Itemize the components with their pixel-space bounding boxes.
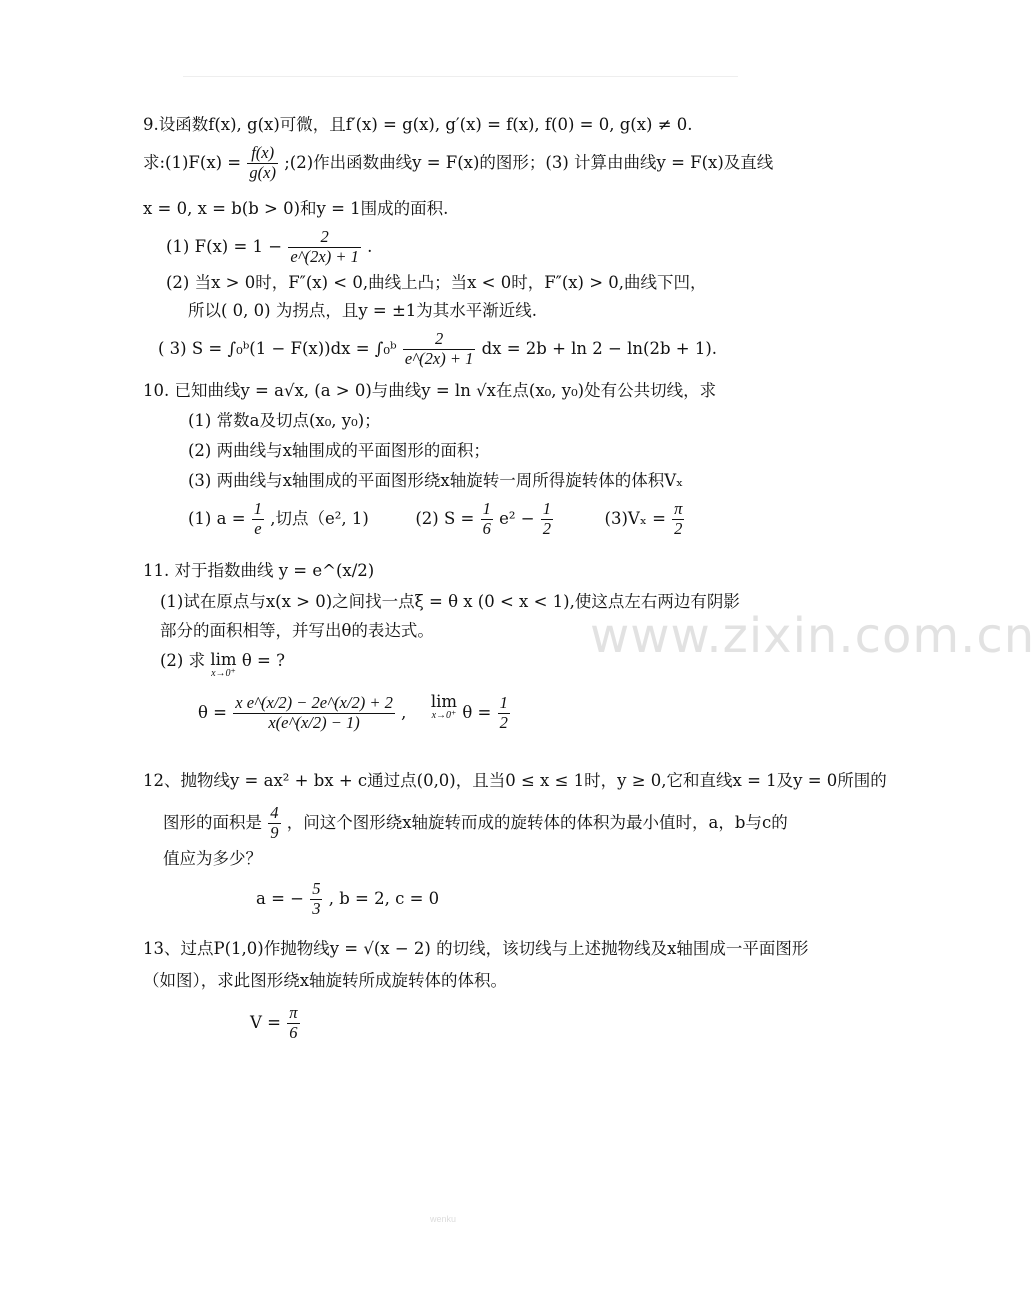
p13-ans-den: 6	[289, 1022, 298, 1042]
p13-line1: 13、过点P(1,0)作抛物线y = √(x − 2) 的切线，该切线与上述抛物线及x轴围成一平面图形	[143, 939, 809, 958]
p10-ans-a-num: 1	[253, 499, 263, 518]
p9-a3-den: e^(2x) + 1	[404, 348, 474, 368]
p9-frac-num: f(x)	[247, 144, 278, 164]
p10-ans-b-label: (2) S =	[415, 508, 475, 528]
p11-q2-lim	[210, 652, 236, 679]
p10-ans-b-den1: 6	[482, 518, 491, 538]
p12-ans-a: a = −	[256, 888, 304, 908]
p10-ans-b-frac1	[481, 500, 493, 539]
p12-line3: 值应为多少？	[163, 849, 262, 868]
p9-a3-b: dx = 2b + ln 2 − ln(2b + 1).	[481, 338, 718, 358]
p9-answer3	[158, 330, 717, 369]
p10-ans-c-num: π	[674, 499, 683, 518]
p9-a1-den: e^(2x) + 1	[290, 246, 359, 266]
p10-ans-b-den2: 2	[542, 518, 552, 538]
p13-line2: （如图），求此图形绕x轴旋转所成旋转体的体积。	[143, 971, 508, 990]
p10-ans-c-fraction	[672, 500, 684, 539]
p10-ans-b-frac2	[541, 500, 553, 539]
p10-answers	[188, 500, 685, 539]
p9-answer1	[166, 228, 372, 267]
p11-ans-theta: θ =	[198, 702, 228, 722]
p11-q1: (1)试在原点与x(x > 0)之间找一点ξ = θ x (0 < x < 1),使这点左右两边有阴影	[160, 592, 740, 611]
p9-a3-num: 2	[403, 330, 475, 350]
p13-answer	[250, 1004, 301, 1043]
p9-line2-a: 求:(1)F(x) =	[143, 152, 242, 172]
p9-a3-a: ( 3) S = ∫₀ᵇ(1 − F(x))dx = ∫₀ᵇ	[158, 338, 397, 358]
footer-mark: wenku	[430, 1214, 457, 1224]
p10-ans-b-num2: 1	[542, 499, 552, 518]
p9-a1-fraction	[288, 228, 360, 267]
p13-ans-num: π	[289, 1003, 298, 1022]
p11-ans-eq: θ =	[462, 702, 492, 722]
p11-ans-num: x e^(x/2) − 2e^(x/2) + 2	[235, 693, 393, 712]
p10-line1: 10. 已知曲线y = a√x, (a > 0)与曲线y = ln √x在点(x₀, y₀)处有公共切线，求	[143, 381, 717, 400]
header-rule	[183, 76, 738, 77]
p11-ans-result	[498, 694, 510, 733]
p11-ans-lim-sub: x→0⁺	[431, 709, 457, 721]
p9-line3: x = 0, x = b(b > 0)和y = 1围成的面积.	[143, 199, 449, 218]
p11-answer	[198, 694, 511, 733]
p10-q2: (2) 两曲线与x轴围成的平面图形的面积；	[188, 441, 490, 460]
p12-line2-b: ，问这个图形绕x轴旋转而成的旋转体的体积为最小值时，a，b与c的	[286, 812, 788, 832]
p9-answer2b: 所以( 0, 0) 为拐点，且y = ±1为其水平渐近线.	[188, 301, 538, 320]
p10-q3: (3) 两曲线与x轴围成的平面图形绕x轴旋转一周所得旋转体的体积Vₓ	[188, 471, 684, 490]
p10-ans-c-label: (3)Vₓ =	[604, 508, 666, 528]
p13-ans-fraction	[287, 1004, 299, 1043]
p11-q1b: 部分的面积相等，并写出θ的表达式。	[160, 621, 434, 640]
p9-frac-den: g(x)	[249, 162, 276, 182]
p13-ans-v: V =	[250, 1012, 281, 1032]
p12-area-fraction	[268, 804, 280, 843]
p11-ans-fraction	[233, 694, 395, 733]
p11-q2-a: (2) 求	[160, 651, 206, 670]
p10-q1: (1) 常数a及切点(x₀, y₀)；	[188, 411, 381, 430]
p10-ans-b-mid: e² −	[499, 508, 535, 528]
p10-ans-a-fraction	[252, 500, 264, 539]
p9-a1-a: (1) F(x) = 1 −	[166, 236, 283, 256]
p11-q2	[160, 652, 285, 679]
p11-q2-lim-word: lim	[210, 650, 237, 669]
p11-ans-comma: ,	[401, 702, 407, 722]
p12-area-num: 4	[270, 803, 279, 822]
p12-ans-den: 3	[312, 898, 321, 918]
p12-ans-fraction	[310, 880, 322, 919]
p11-q2-b: θ = ?	[241, 651, 285, 670]
p12-line2	[163, 804, 788, 843]
p12-answer	[256, 880, 439, 919]
p10-ans-a-den: e	[254, 518, 262, 538]
p9-line2	[143, 144, 773, 183]
p9-a1-b: .	[367, 236, 373, 256]
p9-a3-fraction	[403, 330, 475, 369]
p9-line1: 9.设函数f(x), g(x)可微，且f′(x) = g(x), g′(x) = f(x), f(0) = 0, g(x) ≠ 0.	[143, 115, 693, 134]
p12-ans-b: , b = 2, c = 0	[328, 888, 440, 908]
p10-ans-b-num1: 1	[482, 499, 491, 518]
p9-answer2: (2) 当x > 0时，F″(x) < 0,曲线上凸；当x < 0时，F″(x) > 0,曲线下凹，	[166, 273, 707, 292]
p9-a1-num: 2	[288, 228, 360, 248]
p10-ans-c-den: 2	[674, 518, 683, 538]
p12-ans-num: 5	[312, 879, 321, 898]
p12-line1: 12、抛物线y = ax² + bx + c通过点(0,0)，且当0 ≤ x ≤ 1时，y ≥ 0,它和直线x = 1及y = 0所围的	[143, 771, 887, 790]
p11-ans-lim-word: lim	[430, 692, 458, 711]
p11-ans-den: x(e^(x/2) − 1)	[268, 712, 360, 732]
p11-ans-lim	[431, 694, 457, 721]
p9-line2-b: ;(2)作出函数曲线y = F(x)的图形；(3) 计算由曲线y = F(x)及直线	[284, 152, 774, 172]
p11-line1: 11. 对于指数曲线 y = e^(x/2)	[143, 561, 375, 580]
p10-ans-a-tangent: ,切点（e², 1)	[270, 508, 369, 528]
p11-q2-lim-sub: x→0⁺	[211, 667, 236, 679]
watermark: www.zixin.com.cn	[590, 608, 1035, 664]
p11-ans-r-den: 2	[499, 712, 508, 732]
p10-ans-a-label: (1) a =	[188, 508, 246, 528]
p12-line2-a: 图形的面积是	[163, 812, 262, 832]
p11-ans-r-num: 1	[499, 693, 508, 712]
p12-area-den: 9	[270, 822, 279, 842]
p9-fraction-F	[247, 144, 278, 183]
